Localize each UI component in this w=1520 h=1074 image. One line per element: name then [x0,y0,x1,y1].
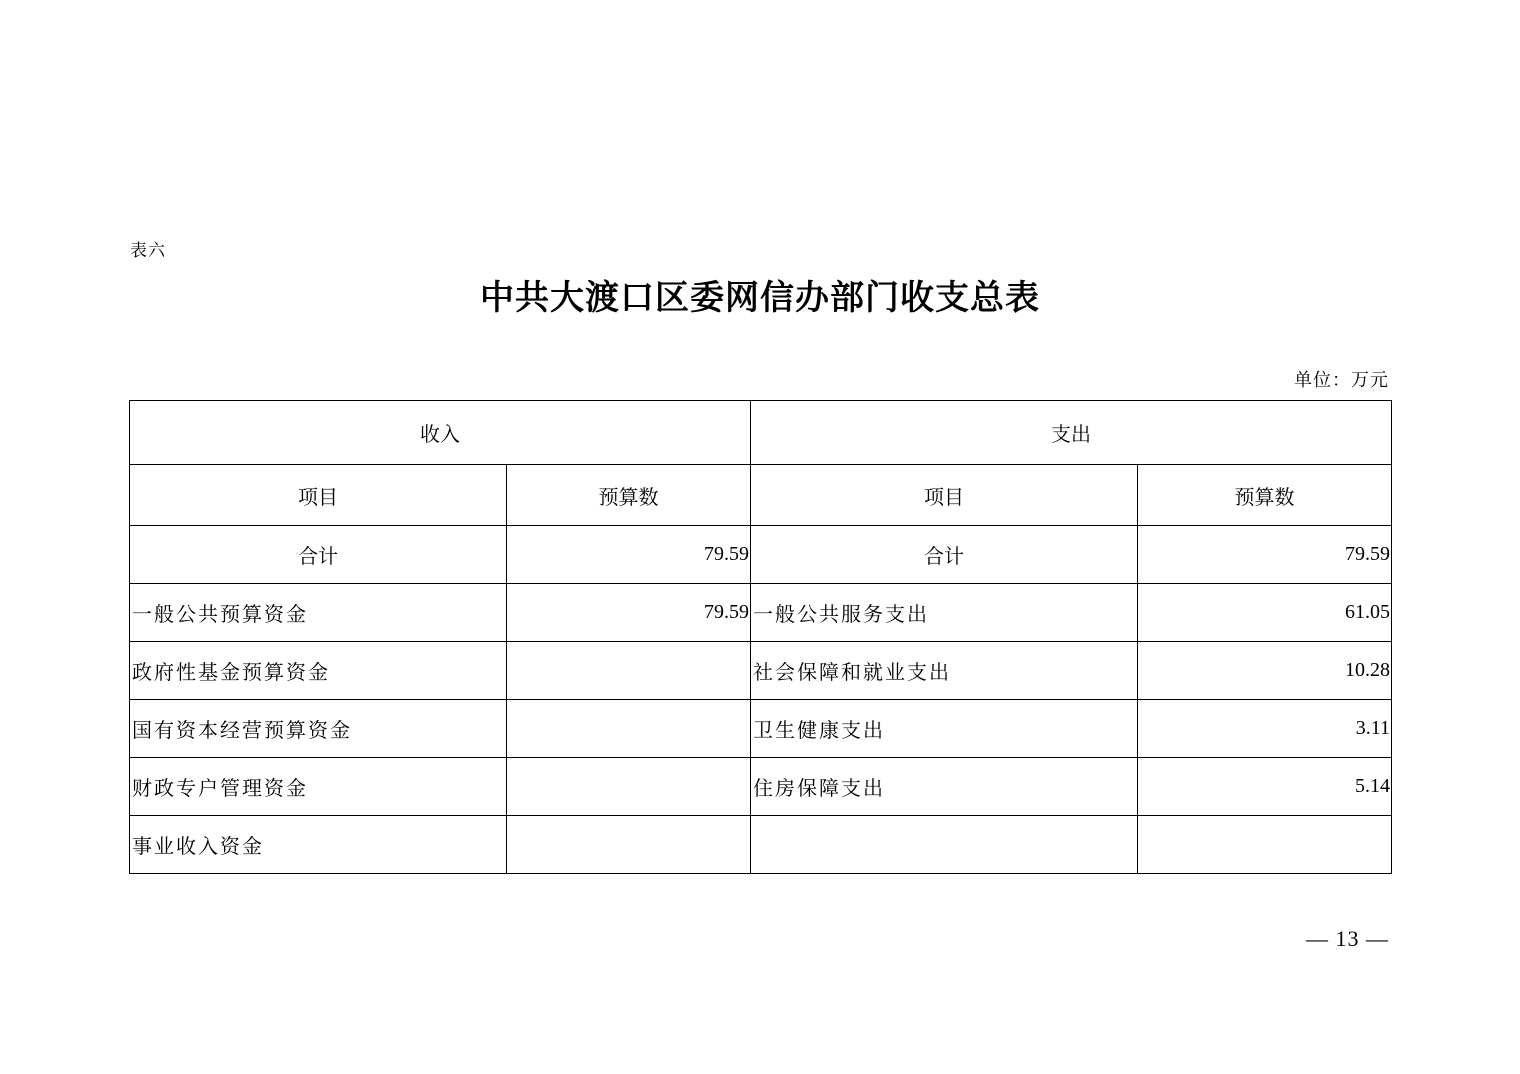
table-tag: 表六 [130,241,166,261]
income-value [507,758,751,816]
income-section-header: 收入 [130,401,751,465]
page-title: 中共大渡口区委网信办部门收支总表 [480,278,1040,318]
income-value [507,700,751,758]
income-value [507,642,751,700]
income-item: 财政专户管理资金 [130,758,507,816]
income-budget-header: 预算数 [507,465,751,526]
income-item: 国有资本经营预算资金 [130,700,507,758]
expense-item: 一般公共服务支出 [751,584,1138,642]
expense-section-header: 支出 [751,401,1392,465]
column-header-row [130,465,1392,526]
expense-value: 10.28 [1138,642,1392,700]
expense-value: 5.14 [1138,758,1392,816]
table-row [130,642,1392,700]
income-item: 政府性基金预算资金 [130,642,507,700]
expense-item: 社会保障和就业支出 [751,642,1138,700]
page-number: — 13 — [1306,926,1389,951]
total-row [130,526,1392,584]
expense-total-value: 79.59 [1138,526,1392,584]
expense-item [751,816,1138,874]
table-row [130,816,1392,874]
expense-item: 住房保障支出 [751,758,1138,816]
expense-value: 61.05 [1138,584,1392,642]
income-value: 79.59 [507,584,751,642]
income-item: 事业收入资金 [130,816,507,874]
unit-label: 单位：万元 [1294,370,1389,391]
income-item: 一般公共预算资金 [130,584,507,642]
expense-budget-header: 预算数 [1138,465,1392,526]
expense-total-label: 合计 [751,526,1138,584]
income-total-value: 79.59 [507,526,751,584]
expense-item-header: 项目 [751,465,1138,526]
table-row [130,700,1392,758]
section-header-row [130,401,1392,465]
income-item-header: 项目 [130,465,507,526]
income-value [507,816,751,874]
expense-item: 卫生健康支出 [751,700,1138,758]
table-row [130,584,1392,642]
expense-value [1138,816,1392,874]
expense-value: 3.11 [1138,700,1392,758]
budget-summary-table [129,400,1392,874]
table-row [130,758,1392,816]
income-total-label: 合计 [130,526,507,584]
